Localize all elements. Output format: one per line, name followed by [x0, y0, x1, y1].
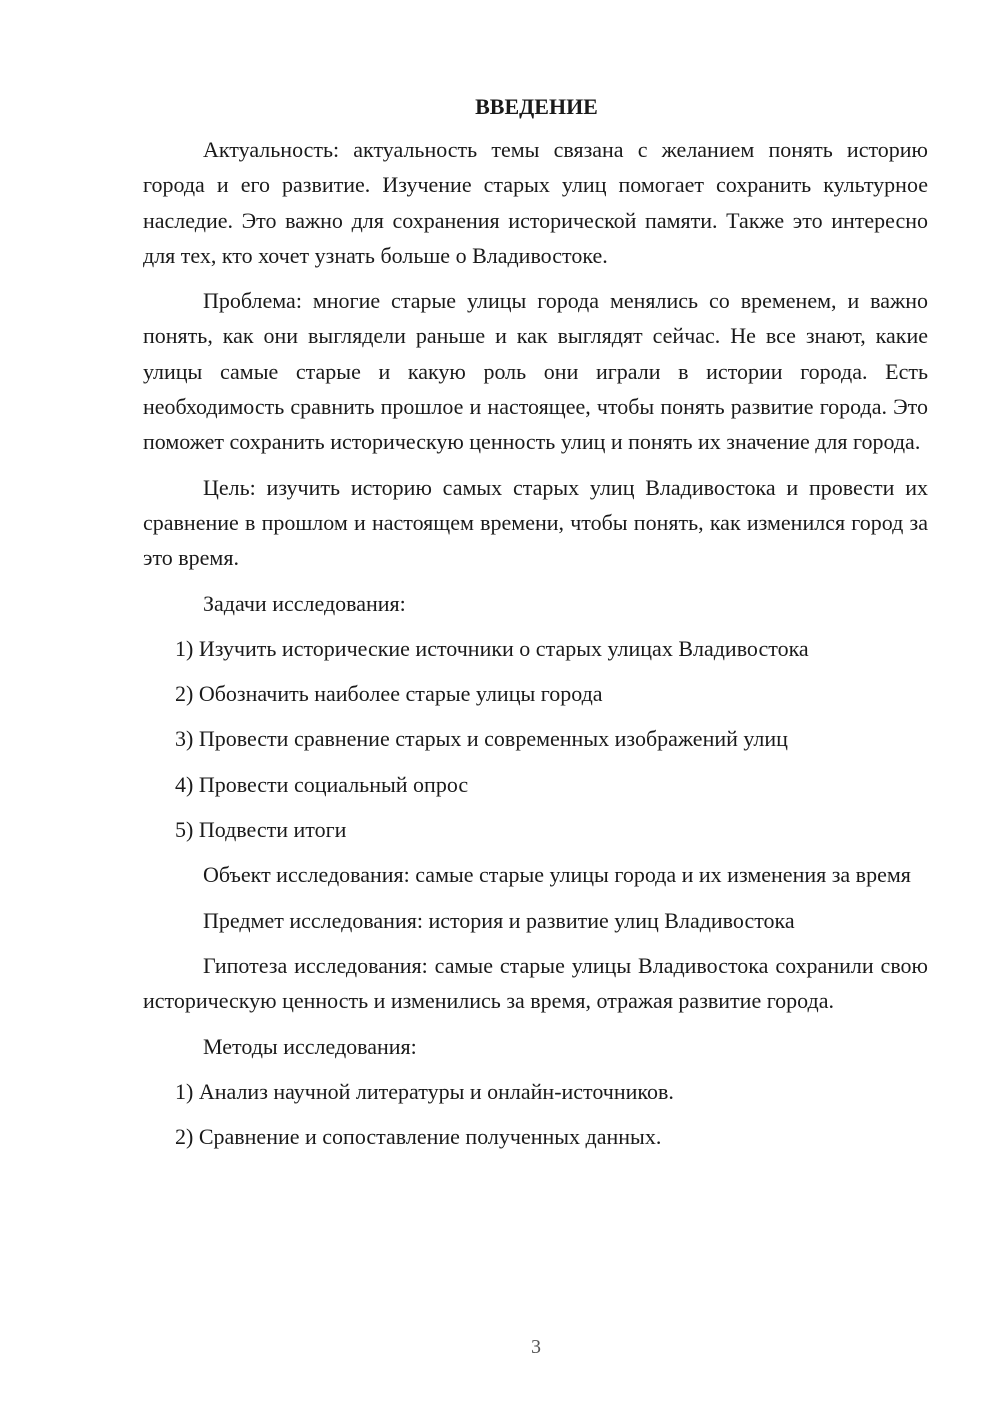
task-item: 3) Провести сравнение старых и современных изображений улиц — [175, 726, 788, 752]
hypothesis-paragraph: Гипотеза исследования: самые старые улицы Владивостока сохранили свою историческую ценность и изменились за время, отражая развитие города. — [143, 952, 928, 1014]
problem-paragraph: Проблема: многие старые улицы города менялись со временем, и важно понять, как они выглядели раньше и как выглядят сейчас. Не все знают, какие улицы самые старые и какую роль они играли в истории города. Есть необходимость сравнить прошлое и настоящее, чтобы понять развитие города. Это поможет сохранить историческую ценность улиц и понять их значение для города. — [143, 288, 928, 455]
task-item: 4) Провести социальный опрос — [175, 771, 469, 797]
task-item: 1) Изучить исторические источники о старых улицах Владивостока — [175, 635, 809, 661]
tasks-label: Задачи исследования: — [203, 590, 406, 616]
method-item: 2) Сравнение и сопоставление полученных данных. — [175, 1124, 662, 1150]
section-heading: ВВЕДЕНИЕ — [475, 94, 598, 119]
page-number: 3 — [531, 1336, 541, 1358]
task-item: 2) Обозначить наиболее старые улицы города — [175, 681, 603, 707]
relevance-paragraph: Актуальность: актуальность темы связана с желанием понять историю города и его развитие. Изучение старых улиц помогает сохранить культурное наследие. Это важно для сохранения исторической памяти. Также это интересно для тех, кто хочет узнать больше о Владивостоке. — [143, 137, 928, 268]
document-page — [143, 92, 928, 1164]
methods-label: Методы исследования: — [203, 1033, 417, 1059]
tasks-list — [143, 631, 928, 847]
subject-paragraph: Предмет исследования: история и развитие улиц Владивостока — [203, 907, 795, 933]
task-item: 5) Подвести итоги — [175, 817, 347, 843]
method-item: 1) Анализ научной литературы и онлайн-источников. — [175, 1078, 674, 1104]
goal-paragraph: Цель: изучить историю самых старых улиц Владивостока и провести их сравнение в прошлом и настоящем времени, чтобы понять, как изменился город за это время. — [143, 474, 928, 571]
object-paragraph: Объект исследования: самые старые улицы города и их изменения за время — [203, 862, 911, 888]
methods-list — [143, 1074, 928, 1155]
